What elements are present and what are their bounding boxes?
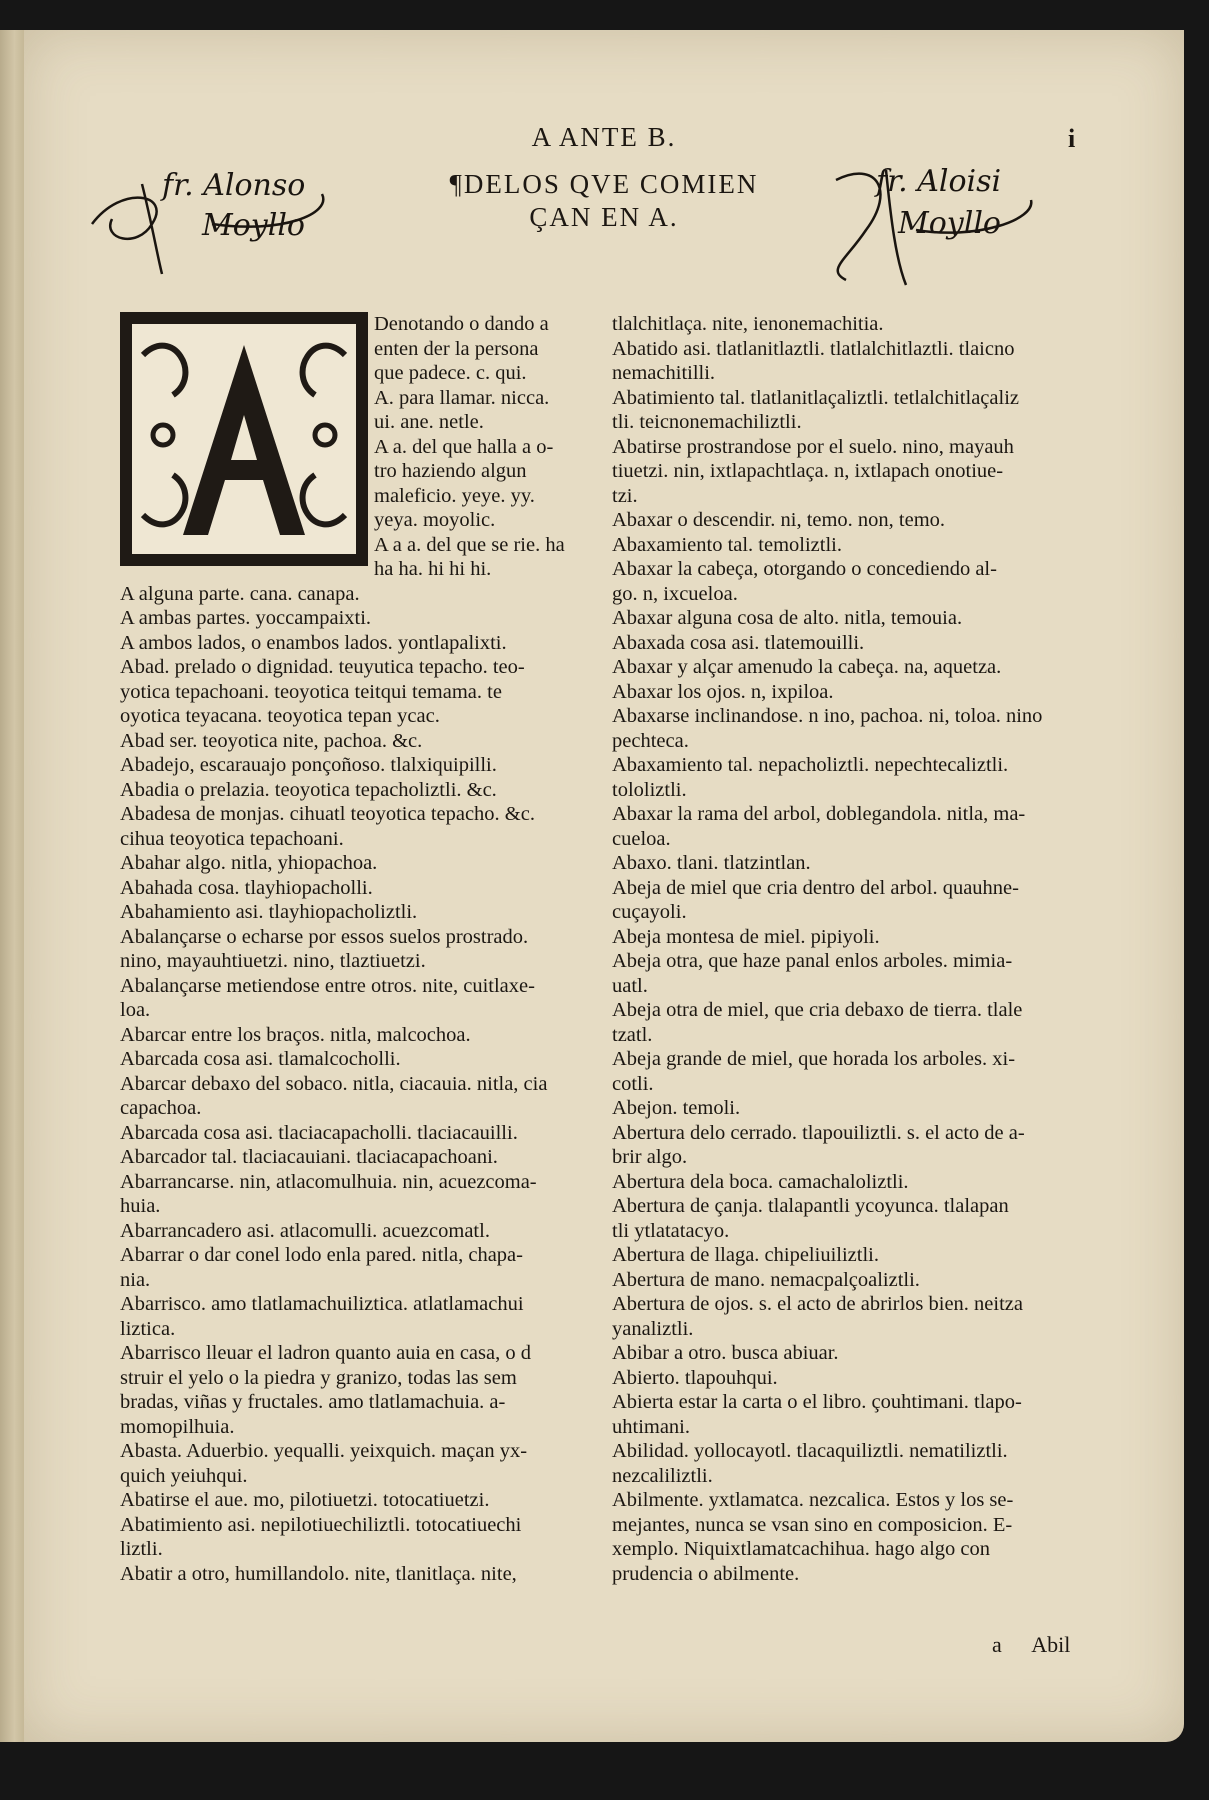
section-title-line-2: ÇAN EN A.: [529, 202, 679, 232]
dictionary-line: Abahamiento asi. tlayhiopacholiztli.: [120, 901, 418, 923]
dictionary-line: Abatirse prostrandose por el suelo. nino, mayauh: [612, 435, 1014, 458]
dictionary-line: Abalançarse o echarse por essos suelos prostrado.: [120, 925, 529, 948]
dictionary-line: liztica.: [120, 1317, 176, 1340]
dictionary-line: ha ha. hi hi hi.: [374, 558, 492, 580]
dictionary-line: Abertura delo cerrado. tlapouiliztli. s. el acto de a-: [612, 1121, 1025, 1144]
folio-number: i: [1068, 124, 1076, 153]
dictionary-line: Abaxarse inclinandose. n ino, pachoa. ni, toloa. nino: [612, 705, 1043, 727]
dictionary-line: A a. del que halla a o-: [374, 435, 554, 458]
dictionary-line: Abertura de ojos. s. el acto de abrirlos bien. neitza: [612, 1293, 1023, 1315]
dictionary-line: Abaxar o descendir. ni, temo. non, temo.: [612, 509, 946, 531]
dictionary-line: Abarcada cosa asi. tlaciacapacholli. tlaciacauilli.: [120, 1121, 518, 1144]
right-handwritten-signature: [816, 160, 1046, 290]
dictionary-line: A alguna parte. cana. canapa.: [120, 582, 360, 605]
dictionary-line: Abaxar la cabeça, otorgando o concediendo al-: [612, 558, 997, 580]
dictionary-line: Abaxamiento tal. nepacholiztli. nepechtecaliztli.: [612, 754, 1009, 776]
dictionary-line: bradas, viñas y fructales. amo tlatlamachuia. a-: [120, 1391, 506, 1413]
dictionary-line: cotli.: [612, 1072, 654, 1095]
dictionary-line: Abertura de çanja. tlalapantli ycoyunca. tlalapan: [612, 1195, 1009, 1217]
dictionary-line: Abadesa de monjas. cihuatl teoyotica tepacho. &c.: [120, 803, 535, 825]
dictionary-line: Abarcador tal. tlaciacauiani. tlaciacapachoani.: [120, 1146, 498, 1168]
right-signature-surname: Moyllo: [898, 206, 1001, 241]
dictionary-line: Denotando o dando a: [374, 313, 549, 335]
dictionary-line: Abeja montesa de miel. pipiyoli.: [612, 925, 880, 948]
dictionary-line: uatl.: [612, 974, 648, 997]
dictionary-line: Abilmente. yxtlamatca. nezcalica. Estos y los se-: [612, 1489, 1014, 1511]
dictionary-line: loa.: [120, 999, 151, 1021]
dictionary-line: capachoa.: [120, 1097, 202, 1119]
dictionary-line: tli ytlatatacyo.: [612, 1219, 730, 1242]
dictionary-line: momopilhuia.: [120, 1415, 235, 1438]
dictionary-line: Abasta. Aduerbio. yequalli. yeixquich. maçan yx-: [120, 1440, 528, 1462]
dictionary-line: cuçayoli.: [612, 901, 687, 923]
dictionary-line: Abad ser. teoyotica nite, pachoa. &c.: [120, 729, 423, 752]
section-title-line-1: ¶DELOS QVE COMIEN: [449, 169, 759, 199]
dictionary-line: A ambas partes. yoccampaixti.: [120, 607, 372, 629]
dictionary-line: Abatido asi. tlatlanitlaztli. tlatlalchitlaztli. tlaicno: [612, 337, 1015, 360]
dictionary-line: Abahada cosa. tlayhiopacholli.: [120, 876, 373, 899]
dictionary-line: Abatimiento asi. nepilotiuechiliztli. totocatiuechi: [120, 1513, 522, 1536]
dictionary-line: cihua teoyotica tepachoani.: [120, 827, 344, 850]
dictionary-line: Abatirse el aue. mo, pilotiuetzi. totocatiuetzi.: [120, 1489, 490, 1511]
dictionary-line: Abejon. temoli.: [612, 1097, 741, 1119]
dictionary-line: go. n, ixcueloa.: [612, 582, 738, 605]
dictionary-line: A. para llamar. nicca.: [374, 386, 550, 409]
dictionary-line: Abadia o prelazia. teoyotica tepacholiztli. &c.: [120, 778, 497, 801]
dictionary-line: Abatimiento tal. tlatlanitlaçaliztli. tetlalchitlaçaliz: [612, 386, 1019, 409]
dictionary-line: tololiztli.: [612, 778, 687, 801]
dictionary-line: Abertura dela boca. camachaloliztli.: [612, 1170, 909, 1193]
ornamental-initial-a: [123, 315, 365, 563]
dictionary-line: Abierto. tlapouhqui.: [612, 1366, 778, 1389]
dictionary-line: Abaxada cosa asi. tlatemouilli.: [612, 631, 865, 654]
left-signature-surname: Moyllo: [202, 208, 305, 243]
right-signature-name: fr. Aloisi: [876, 164, 1002, 199]
dictionary-line: nemachitilli.: [612, 362, 716, 384]
dictionary-line: Abadejo, escarauajo ponçoñoso. tlalxiquipilli.: [120, 754, 497, 776]
dictionary-line: Abeja otra, que haze panal enlos arboles. mimia-: [612, 950, 1013, 972]
dictionary-line: Abertura de mano. nemacpalçoaliztli.: [612, 1268, 920, 1291]
dictionary-line: Abeja de miel que cria dentro del arbol. quauhne-: [612, 876, 1019, 899]
running-head: A ANTE B.: [531, 122, 677, 152]
decorated-initial-letter: [120, 312, 368, 566]
dictionary-line: nezcaliliztli.: [612, 1464, 713, 1487]
dictionary-line: Abarrisco. amo tlatlamachuiliztica. atlatlamachui: [120, 1293, 524, 1315]
left-signature-name: fr. Alonso: [162, 168, 306, 203]
dictionary-line: Abarrancarse. nin, atlacomulhuia. nin, acuezcoma-: [120, 1170, 537, 1193]
dictionary-line: tlalchitlaça. nite, ienonemachitia.: [612, 313, 884, 335]
book-page: [24, 30, 1184, 1742]
dictionary-line: Abahar algo. nitla, yhiopachoa.: [120, 852, 378, 874]
dictionary-line: Abad. prelado o dignidad. teuyutica tepacho. teo-: [120, 656, 525, 678]
dictionary-line: Abarcar entre los braços. nitla, malcochoa.: [120, 1023, 471, 1046]
dictionary-line: yeya. moyolic.: [374, 509, 496, 531]
dictionary-line: yanaliztli.: [612, 1317, 694, 1340]
dictionary-line: enten der la persona: [374, 337, 539, 360]
dictionary-line: Abilidad. yollocayotl. tlacaquiliztli. nematiliztli.: [612, 1440, 1008, 1462]
dictionary-line: Abatir a otro, humillandolo. nite, tlanitlaça. nite,: [120, 1562, 517, 1585]
catchword-line: [992, 1632, 1070, 1658]
dictionary-line: Abaxamiento tal. temoliztli.: [612, 533, 842, 556]
dictionary-line: tzatl.: [612, 1023, 653, 1046]
dictionary-line: Abarcar debaxo del sobaco. nitla, ciacauia. nitla, cia: [120, 1072, 548, 1095]
dictionary-line: tiuetzi. nin, ixtlapachtlaça. n, ixtlapach onotiue-: [612, 460, 1004, 482]
dictionary-line: nia.: [120, 1268, 151, 1291]
dictionary-line: A ambos lados, o enambos lados. yontlapalixti.: [120, 631, 507, 654]
dictionary-line: Abalançarse metiendose entre otros. nite, cuitlaxe-: [120, 974, 535, 997]
dictionary-line: huia.: [120, 1195, 161, 1217]
dictionary-line: mejantes, nunca se vsan sino en composicion. E-: [612, 1513, 1013, 1536]
dictionary-line: Abaxar los ojos. n, ixpiloa.: [612, 680, 834, 703]
dictionary-line: quich yeiuhqui.: [120, 1464, 248, 1487]
left-handwritten-signature: [82, 164, 342, 284]
dictionary-line: yotica tepachoani. teoyotica teitqui temama. te: [120, 680, 502, 703]
dictionary-line: tro haziendo algun: [374, 460, 527, 482]
dictionary-line: Abaxar la rama del arbol, doblegandola. nitla, ma-: [612, 803, 1026, 825]
dictionary-line: Abaxo. tlani. tlatzintlan.: [612, 852, 811, 874]
dictionary-line: brir algo.: [612, 1146, 688, 1168]
dictionary-line: tzi.: [612, 484, 638, 507]
dictionary-line: nino, mayauhtiuetzi. nino, tlaztiuetzi.: [120, 950, 426, 972]
dictionary-line: ui. ane. netle.: [374, 411, 484, 433]
dictionary-line: A a a. del que se rie. ha: [374, 533, 565, 556]
dictionary-line: Abaxar alguna cosa de alto. nitla, temouia.: [612, 607, 963, 629]
dictionary-line: tli. teicnonemachiliztli.: [612, 411, 802, 433]
dictionary-line: prudencia o abilmente.: [612, 1562, 800, 1585]
dictionary-line: Abierta estar la carta o el libro. çouhtimani. tlapo-: [612, 1391, 1022, 1413]
dictionary-line: pechteca.: [612, 729, 689, 752]
dictionary-line: Abarcada cosa asi. tlamalcocholli.: [120, 1048, 401, 1070]
dictionary-line: que padece. c. qui.: [374, 362, 527, 384]
catchword: Abil: [1031, 1632, 1071, 1657]
dictionary-line: Abaxar y alçar amenudo la cabeça. na, aquetza.: [612, 656, 1002, 678]
signature-mark: a: [992, 1632, 1002, 1657]
dictionary-line: maleficio. yeye. yy.: [374, 484, 535, 507]
dictionary-line: xemplo. Niquixtlamatcachihua. hago algo con: [612, 1538, 990, 1560]
dictionary-line: struir el yelo o la piedra y granizo, todas las sem: [120, 1366, 517, 1389]
dictionary-line: cueloa.: [612, 827, 671, 850]
left-column: [120, 312, 604, 1586]
dictionary-line: Abarrisco lleuar el ladron quanto auia en casa, o d: [120, 1342, 531, 1364]
dictionary-line: liztli.: [120, 1538, 163, 1560]
dictionary-line: Abarrar o dar conel lodo enla pared. nitla, chapa-: [120, 1244, 523, 1266]
dictionary-line: uhtimani.: [612, 1415, 691, 1438]
dictionary-line: oyotica teyacana. teoyotica tepan ycac.: [120, 705, 440, 727]
adjacent-page-edge: [0, 30, 24, 1742]
dictionary-line: Abibar a otro. busca abiuar.: [612, 1342, 839, 1364]
dictionary-line: Abarrancadero asi. atlacomulli. acuezcomatl.: [120, 1219, 490, 1242]
dictionary-line: Abeja grande de miel, que horada los arboles. xi-: [612, 1048, 1016, 1070]
right-column: [612, 312, 1096, 1586]
dictionary-line: Abeja otra de miel, que cria debaxo de tierra. tlale: [612, 999, 1023, 1021]
dictionary-line: Abertura de llaga. chipeliuiliztli.: [612, 1244, 879, 1266]
